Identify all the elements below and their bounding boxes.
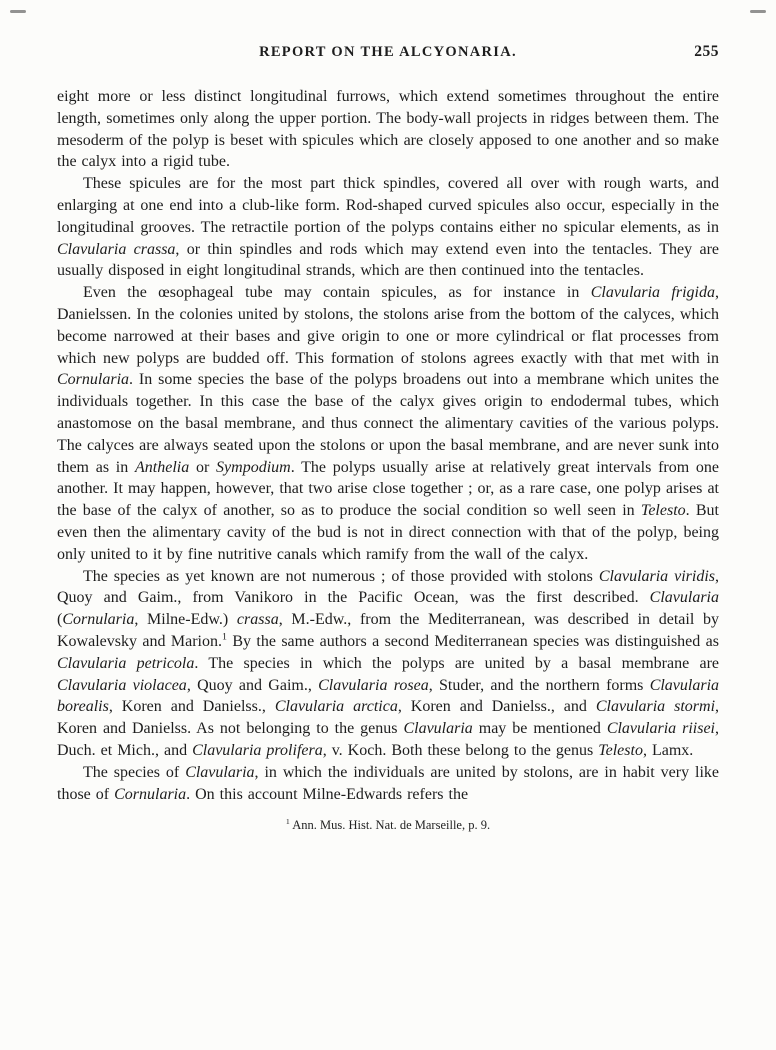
text-run: . On this account Milne-Edwards refers the <box>186 785 469 803</box>
text-run: , in which the individuals are united by stolons, are in habit very like those of <box>57 763 720 803</box>
text-run: , Lamx. <box>642 741 694 759</box>
paragraph <box>57 282 719 565</box>
species-name-italic: Clavularia <box>403 720 473 738</box>
text-run: The species as yet known are not numerous ; of those provided with stolons <box>83 567 599 585</box>
text-run: . The species in which the polyps are united by a basal membrane are <box>194 654 719 672</box>
species-name-italic: Clavularia <box>649 589 719 607</box>
paragraph <box>57 173 719 282</box>
species-name-italic: Clavularia crassa <box>57 240 176 258</box>
text-run: , Milne-Edw.) <box>134 611 237 629</box>
text-run: , Quoy and Gaim., from Vanikoro in the Pacific Ocean, was the first described. <box>57 567 720 607</box>
species-name-italic: Cornularia <box>57 371 130 389</box>
species-name-italic: Clavularia frigida <box>590 284 715 302</box>
text-run: Even the œsophageal tube may contain spicules, as for instance in <box>83 284 591 302</box>
species-name-italic: Telesto <box>640 502 686 520</box>
text-run: , v. Koch. Both these belong to the genus <box>322 741 599 759</box>
text-run: , Danielssen. In the colonies united by stolons, the stolons arise from the bottom of the calyces, which become narrowed at their bases and give origin to one or more cylindrical or flat processes from which new polyps are budded off. This formation of stolons agrees exactly with that met with in <box>57 284 719 367</box>
species-name-italic: crassa <box>236 611 279 629</box>
text-run: , Quoy and Gaim., <box>186 676 319 694</box>
species-name-italic: Clavularia arctica <box>274 698 398 716</box>
text-run: , Studer, and the northern forms <box>428 676 650 694</box>
species-name-italic: Clavularia stormi <box>595 698 716 716</box>
page-header <box>57 44 719 66</box>
species-name-italic: Clavularia riisei <box>606 720 715 738</box>
text-run: may be mentioned <box>472 720 607 738</box>
text-run: ( <box>57 611 63 629</box>
paragraph <box>57 762 719 806</box>
species-name-italic: Cornularia <box>114 785 187 803</box>
text-run: The species of <box>83 763 186 781</box>
species-name-italic: Anthelia <box>135 458 190 476</box>
text-run: . The polyps usually arise at relatively great intervals from one another. It may happen, however, that two arise close together ; or, as a rare case, one polyp arises at the base of the calyx of another, so as to produce the social condition so well seen in <box>57 458 720 520</box>
running-title: REPORT ON THE ALCYONARIA. <box>259 44 517 60</box>
species-name-italic: Clavularia violacea <box>57 676 187 694</box>
scan-artifact <box>10 10 26 13</box>
species-name-italic: Clavularia rosea <box>318 676 429 694</box>
text-run: , Koren and Danielss. As not belonging to the genus <box>57 698 720 738</box>
text-run: Ann. Mus. Hist. Nat. de Marseille, p. 9. <box>289 818 491 833</box>
text-run: or <box>189 458 217 476</box>
footnote <box>57 818 719 833</box>
species-name-italic: Clavularia petricola <box>57 654 195 672</box>
species-name-italic: Sympodium <box>216 458 291 476</box>
scan-artifact <box>750 10 766 13</box>
species-name-italic: Clavularia borealis <box>57 676 720 716</box>
text-run: These spicules are for the most part thick spindles, covered all over with rough warts, and enlarging at one end into a club-like form. Rod-shaped curved spicules also occur, especially in the longitudinal grooves. The retractile portion of the polyps contains either no spicular elements, as in <box>57 175 719 236</box>
page-number: 255 <box>694 43 719 60</box>
footnote-marker: 1 <box>285 817 290 827</box>
text-run: , or thin spindles and rods which may extend even into the tentacles. They are usually disposed in eight longitudinal strands, which are then continued into the tentacles. <box>57 240 719 280</box>
paragraph <box>57 566 719 762</box>
paragraph <box>57 86 719 173</box>
text-run: By the same authors a second Mediterranean species was distinguished as <box>226 632 720 650</box>
footnote-marker: 1 <box>221 631 227 643</box>
text-run: . In some species the base of the polyps broadens out into a membrane which unites the individuals together. In this case the base of the calyx gives origin to endodermal tubes, which anastomose on the basal membrane, and thus connect the alimentary cavities of the various polyps. The calyces are always seated upon the stolons or upon the basal membrane, and are never sunk into them as in <box>57 371 719 476</box>
text-run: , Koren and Danielss., and <box>397 698 596 716</box>
text-run: , Koren and Danielss., <box>108 698 275 716</box>
text-run: , M.-Edw., from the Mediterranean, was described in detail by Kowalevsky and Marion. <box>57 611 719 650</box>
species-name-italic: Clavularia prolifera <box>192 741 323 759</box>
species-name-italic: Telesto <box>598 741 643 759</box>
species-name-italic: Clavularia viridis <box>598 567 716 585</box>
text-run: eight more or less distinct longitudinal furrows, which extend sometimes throughout the entire length, sometimes only along the upper portion. The body-wall projects in ridges between them. The mesoderm of the polyp is beset with spicules which are closely apposed to one another and so make the calyx into a rigid tube. <box>57 88 719 171</box>
page-body <box>57 86 719 805</box>
species-name-italic: Cornularia <box>62 611 135 629</box>
text-run: . But even then the alimentary cavity of the bud is not in direct connection with that of the polyp, being only united to it by fine nutritive canals which ramify from the wall of the calyx. <box>57 502 719 563</box>
species-name-italic: Clavularia <box>185 763 255 781</box>
text-run: , Duch. et Mich., and <box>57 720 719 759</box>
